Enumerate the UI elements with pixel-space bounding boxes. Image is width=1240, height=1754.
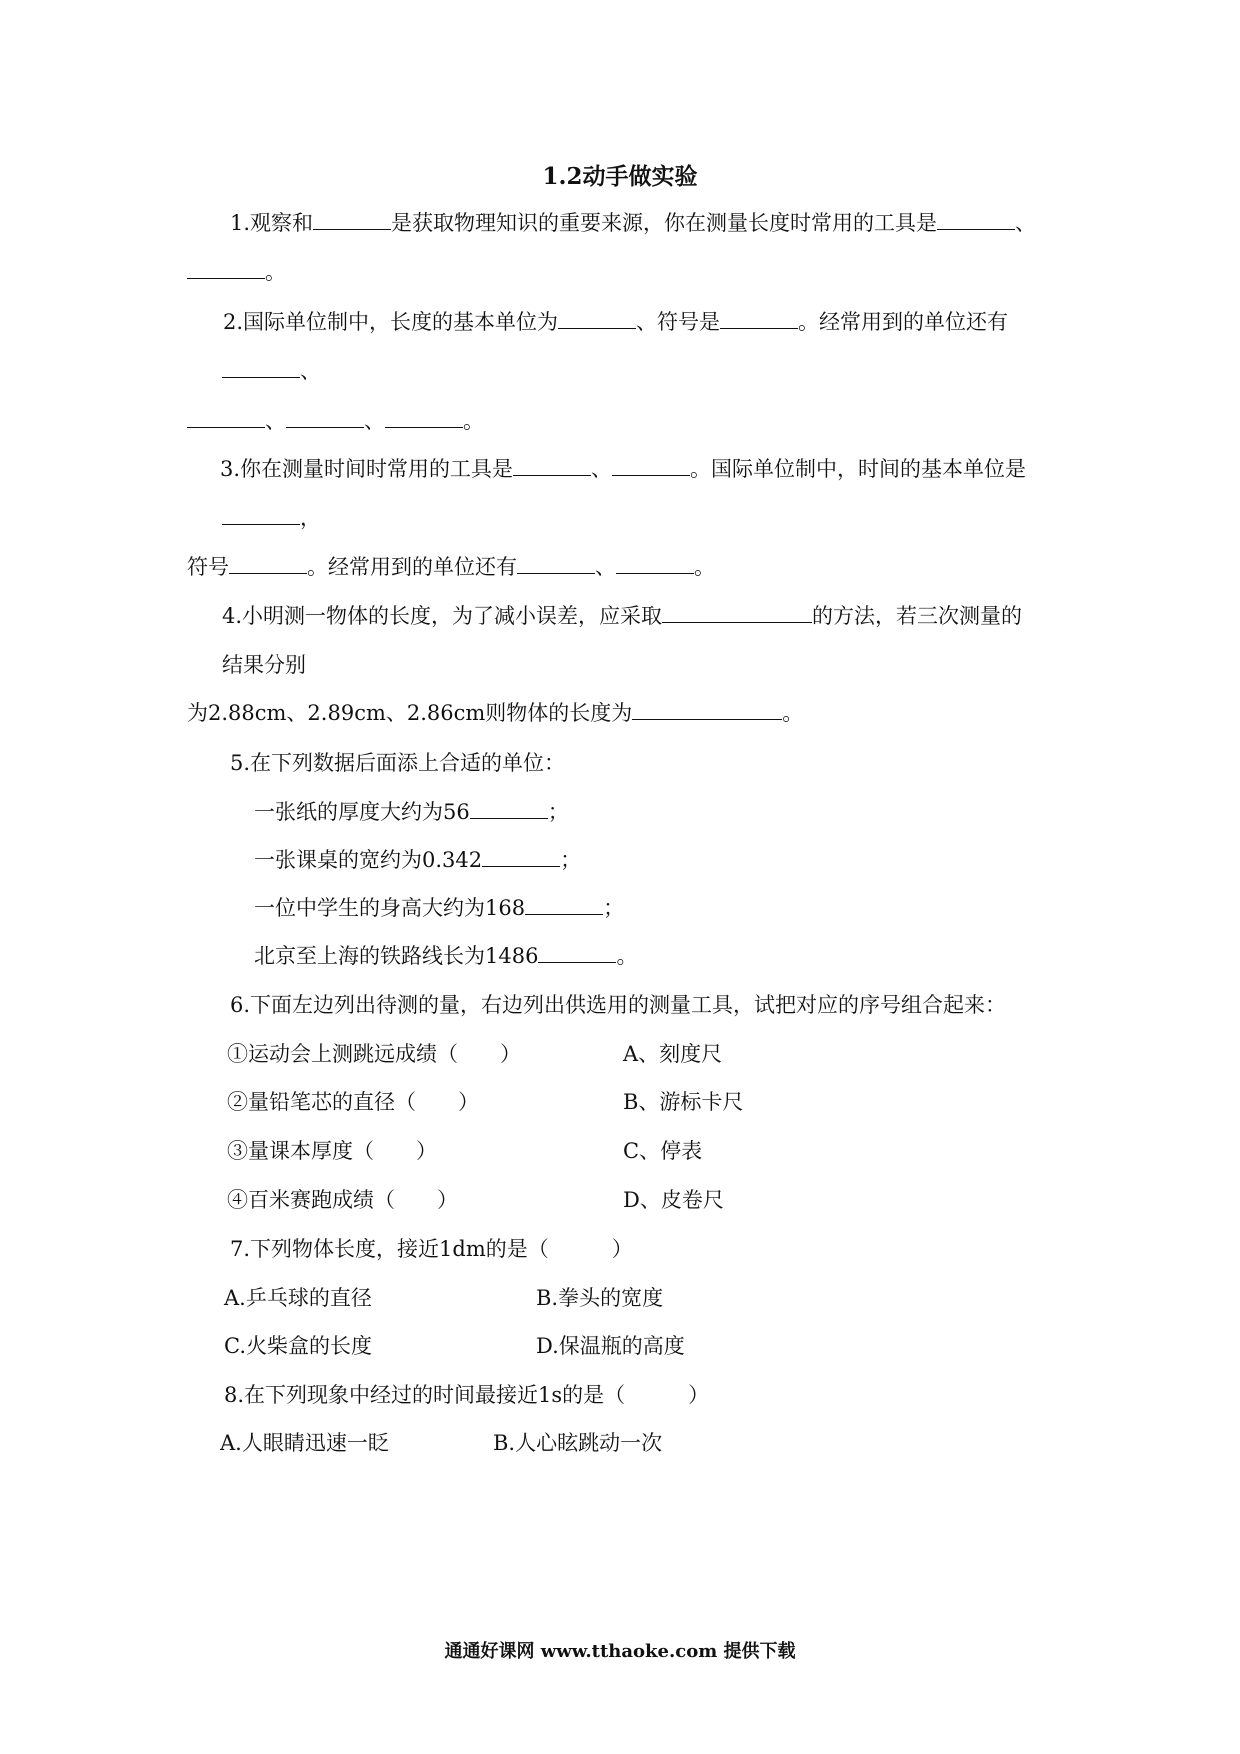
- question-2-line-3: 、 、 。: [187, 406, 484, 436]
- option-b: B.人心眩跳动一次: [493, 1431, 663, 1455]
- blank: [720, 308, 798, 329]
- blank: [662, 602, 812, 623]
- blank: [385, 407, 463, 428]
- footer-note: 通通好课网 www.tthaoke.com 提供下载: [444, 1641, 796, 1662]
- blank: [517, 553, 595, 574]
- question-3-line-3: 符号 。经常用到的单位还有 、 。: [187, 555, 715, 579]
- match-right-item: B、游标卡尺: [623, 1090, 744, 1114]
- option-a: A.人眼睛迅速一眨: [220, 1431, 389, 1455]
- blank: [222, 504, 300, 525]
- question-2-line-1: 2.国际单位制中，长度的基本单位为 、符号是 。经常用到的单位还有: [223, 310, 1009, 334]
- question-4-line-2: 结果分别: [222, 653, 306, 677]
- question-3-line-2: ，: [222, 503, 321, 533]
- question-6-stem: 6.下面左边列出待测的量，右边列出供选用的测量工具，试把对应的序号组合起来：: [230, 993, 1007, 1017]
- blank: [612, 455, 690, 476]
- blank: [313, 209, 391, 230]
- match-left-item: ②量铅笔芯的直径（ ）: [227, 1090, 479, 1114]
- blank: [525, 894, 603, 915]
- blank: [470, 798, 548, 819]
- question-7-stem: 7.下列物体长度，接近1dm的是（ ）: [230, 1237, 633, 1261]
- question-3-line-1: 3.你在测量时间时常用的工具是 、 。国际单位制中，时间的基本单位是: [220, 457, 1027, 481]
- question-5-item: 一位中学生的身高大约为168 ；: [254, 896, 625, 920]
- blank: [632, 699, 782, 720]
- question-5-item: 北京至上海的铁路线长为1486 。: [254, 944, 638, 968]
- blank: [558, 308, 636, 329]
- blank: [482, 846, 560, 867]
- blank: [187, 258, 265, 279]
- question-4-line-3: 为2.88cm、2.89cm、2.86cm则物体的长度为 。: [187, 701, 804, 725]
- blank: [286, 407, 364, 428]
- question-4-line-1: 4.小明测一物体的长度，为了减小误差，应采取 的方法，若三次测量的: [222, 604, 1023, 628]
- blank: [513, 455, 591, 476]
- question-5-item: 一张纸的厚度大约为56 ；: [254, 800, 569, 824]
- match-right-item: C、停表: [623, 1139, 703, 1163]
- blank: [229, 553, 307, 574]
- match-right-item: A、刻度尺: [623, 1042, 723, 1066]
- page-title: 1.2动手做实验: [542, 163, 698, 190]
- option-b: B.拳头的宽度: [536, 1286, 664, 1310]
- blank: [222, 357, 300, 378]
- question-5-stem: 5.在下列数据后面添上合适的单位：: [230, 751, 566, 775]
- question-2-line-2: 、: [222, 356, 321, 386]
- option-d: D.保温瓶的高度: [536, 1334, 685, 1358]
- match-right-item: D、皮卷尺: [623, 1188, 724, 1212]
- question-8-stem: 8.在下列现象中经过的时间最接近1s的是（ ）: [224, 1383, 710, 1407]
- question-5-item: 一张课桌的宽约为0.342 ；: [254, 848, 582, 872]
- blank: [937, 209, 1015, 230]
- match-left-item: ①运动会上测跳远成绩（ ）: [227, 1042, 521, 1066]
- match-left-item: ③量课本厚度（ ）: [227, 1139, 437, 1163]
- match-left-item: ④百米赛跑成绩（ ）: [227, 1188, 458, 1212]
- blank: [187, 407, 265, 428]
- blank: [538, 942, 616, 963]
- question-1-line-1: 1.观察和 是获取物理知识的重要来源，你在测量长度时常用的工具是 、: [230, 211, 1037, 235]
- option-c: C.火柴盒的长度: [224, 1334, 372, 1358]
- option-a: A.乒乓球的直径: [224, 1286, 372, 1310]
- blank: [616, 553, 694, 574]
- question-1-line-2: 。: [187, 257, 286, 287]
